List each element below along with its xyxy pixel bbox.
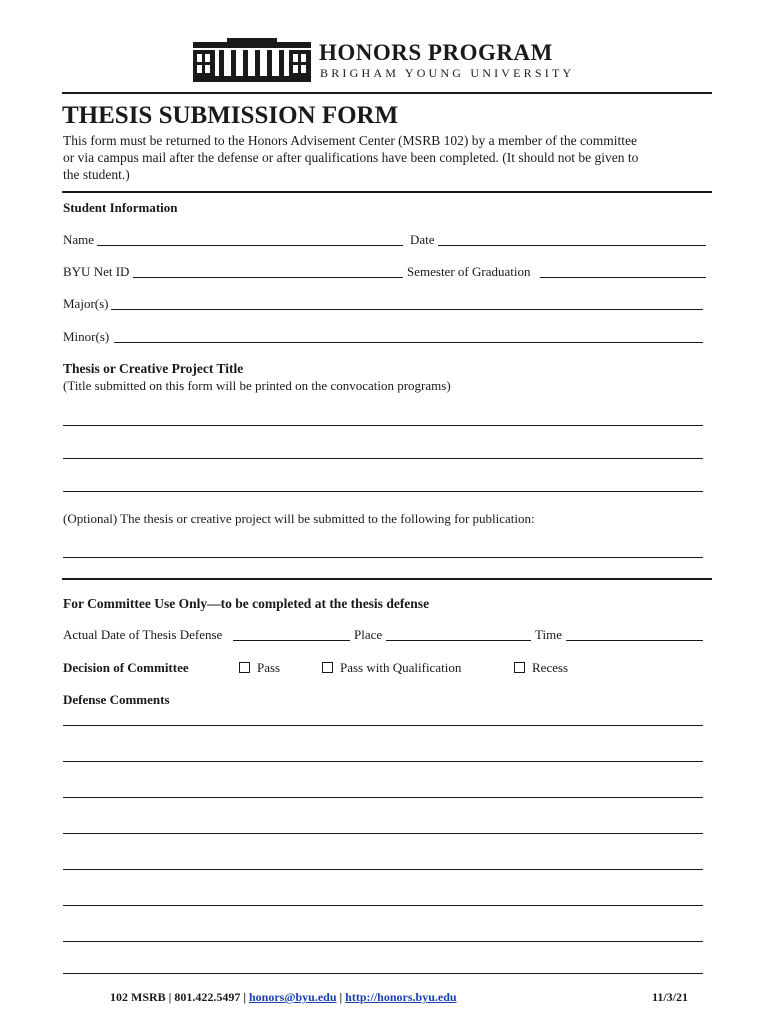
time-label: Time (535, 627, 562, 642)
section-divider (62, 191, 712, 193)
intro-text-line-2: or via campus mail after the defense or after qualifications have been completed. (It should not be given to (63, 150, 639, 165)
footer-revision-date: 11/3/21 (652, 990, 689, 1004)
netid-label: BYU Net ID (63, 264, 130, 279)
thesis-title-line-1[interactable] (63, 425, 703, 426)
intro-text-line-1: This form must be returned to the Honors Advisement Center (MSRB 102) by a member of the committee (63, 133, 638, 148)
student-info-heading: Student Information (63, 200, 178, 215)
header-divider (62, 92, 712, 94)
recess-option-label: Recess (532, 660, 569, 675)
building-logo-icon (193, 38, 311, 82)
footer-separator: | (339, 990, 343, 1004)
majors-label: Major(s) (63, 296, 109, 311)
committee-heading: For Committee Use Only—to be completed at the thesis defense (63, 596, 430, 611)
comments-line-5[interactable] (63, 869, 703, 870)
committee-divider (62, 578, 712, 580)
date-label: Date (410, 232, 435, 247)
publication-field[interactable] (63, 557, 703, 558)
footer-separator: | (168, 990, 172, 1004)
comments-line-1[interactable] (63, 725, 703, 726)
footer-phone: 801.422.5497 (174, 990, 241, 1004)
recess-checkbox[interactable] (514, 662, 525, 673)
defense-date-label: Actual Date of Thesis Defense (63, 627, 223, 642)
footer-office: 102 MSRB (110, 990, 166, 1004)
place-label: Place (354, 627, 383, 642)
university-name: BRIGHAM YOUNG UNIVERSITY (320, 66, 575, 80)
thesis-title-line-2[interactable] (63, 458, 703, 459)
name-field[interactable] (97, 245, 403, 246)
pass-option-label: Pass (257, 660, 281, 675)
comments-line-7[interactable] (63, 941, 703, 942)
netid-field[interactable] (133, 277, 403, 278)
footer-contact (110, 990, 457, 1005)
footer-separator: | (243, 990, 246, 1004)
date-field[interactable] (438, 245, 706, 246)
program-name: HONORS PROGRAM (319, 40, 553, 65)
semester-field[interactable] (540, 277, 706, 278)
pass-with-qualification-checkbox[interactable] (322, 662, 333, 673)
place-field[interactable] (386, 640, 531, 641)
thesis-title-heading: Thesis or Creative Project Title (63, 361, 244, 376)
logo (193, 38, 311, 82)
time-field[interactable] (566, 640, 703, 641)
pass-with-qualification-option-label: Pass with Qualification (340, 660, 462, 675)
comments-line-3[interactable] (63, 797, 703, 798)
publication-note: (Optional) The thesis or creative project will be submitted to the following for publication: (63, 511, 535, 526)
thesis-title-line-3[interactable] (63, 491, 703, 492)
intro-text-line-3: the student.) (63, 167, 130, 182)
footer-email-link[interactable]: honors@byu.edu (248, 990, 337, 1004)
form-title: THESIS SUBMISSION FORM (62, 102, 399, 129)
minors-field[interactable] (114, 342, 703, 343)
footer-website-link[interactable]: http://honors.byu.edu (345, 990, 457, 1004)
name-label: Name (63, 232, 95, 247)
pass-checkbox[interactable] (239, 662, 250, 673)
decision-label: Decision of Committee (63, 660, 189, 675)
comments-line-6[interactable] (63, 905, 703, 906)
defense-comments-heading: Defense Comments (63, 692, 170, 707)
minors-label: Minor(s) (63, 329, 110, 344)
defense-date-field[interactable] (233, 640, 350, 641)
comments-line-4[interactable] (63, 833, 703, 834)
majors-field[interactable] (111, 309, 703, 310)
thesis-title-note: (Title submitted on this form will be printed on the convocation programs) (63, 378, 451, 393)
semester-label: Semester of Graduation (407, 264, 531, 279)
comments-line-2[interactable] (63, 761, 703, 762)
comments-line-8[interactable] (63, 973, 703, 974)
